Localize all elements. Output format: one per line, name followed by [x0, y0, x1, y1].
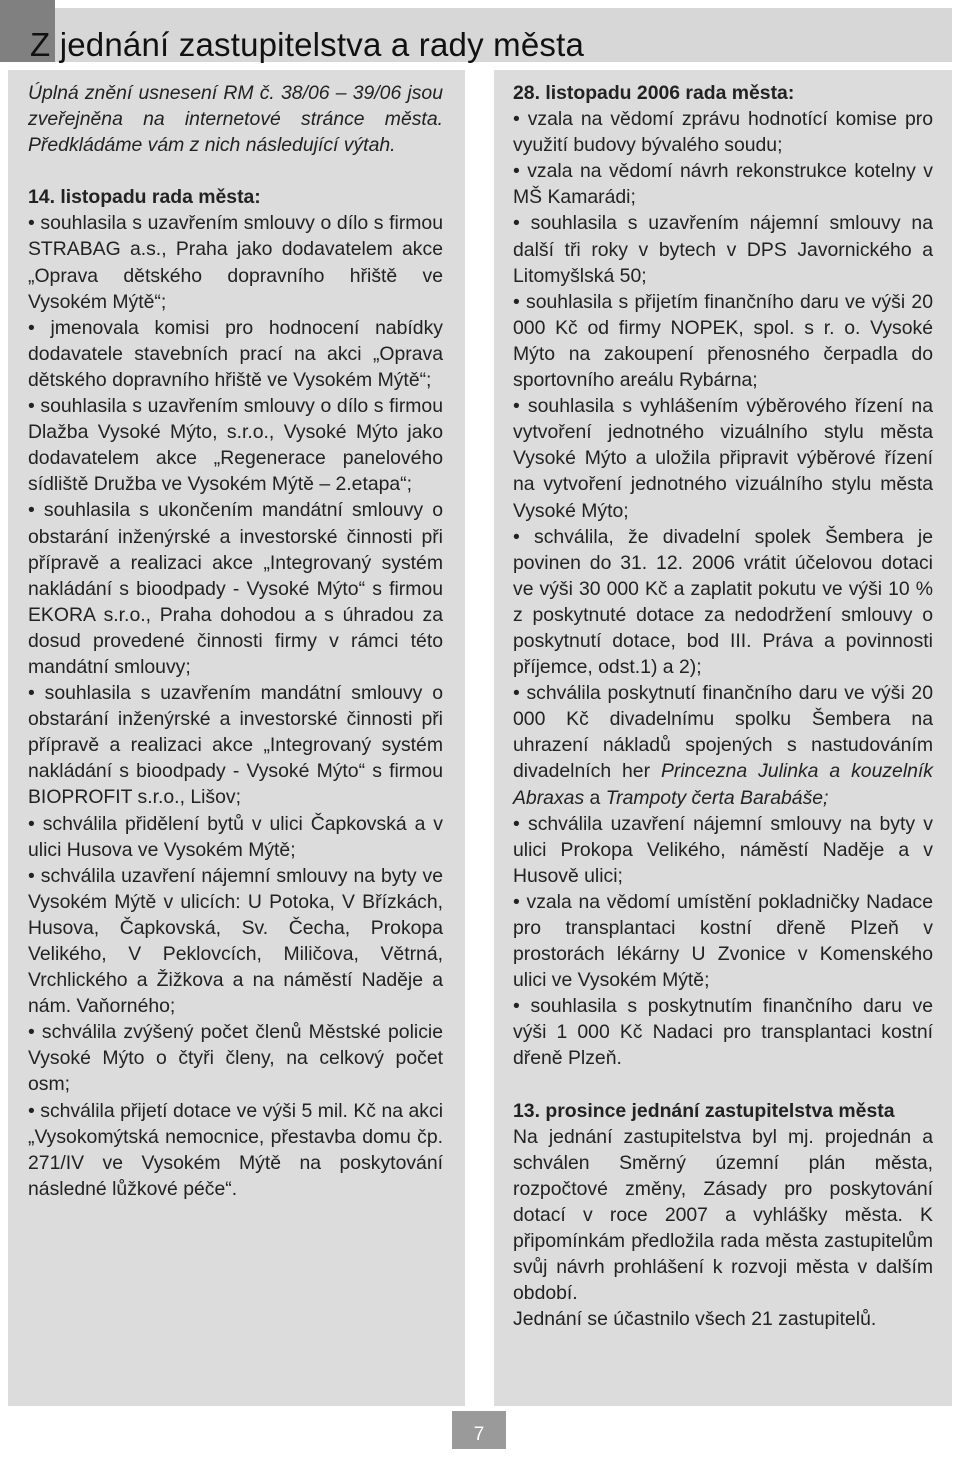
play-title: Trampoty čerta Barabáše;: [605, 786, 829, 809]
right-column: [494, 70, 952, 1406]
list-item: • jmenovala komisi pro hodnocení nabídky dodavatele stavebních prací na akci „Oprava dětského dopravního hřiště ve Vysokém Mýtě“;: [28, 316, 443, 391]
list-item: • souhlasila s přijetím finančního daru ve výši 20 000 Kč od firmy NOPEK, spol. s r. o. Vysoké Mýto na zakoupení přenosného čerpadla do sportovního areálu Rybárna;: [513, 290, 933, 392]
list-item: • vzala na vědomí návrh rekonstrukce kotelny v MŠ Kamarádi;: [513, 160, 933, 209]
list-item: • vzala na vědomí umístění pokladničky Nadace pro transplantaci kostní dřeně Plzeň v prostorách lékárny U Zvonice v Komenského ulici ve Vysokém Mýtě;: [513, 890, 933, 992]
list-item: • souhlasila s poskytnutím finančního daru ve výši 1 000 Kč Nadaci pro transplantaci kostní dřeně Plzeň.: [513, 995, 933, 1070]
intro-paragraph: Úplná znění usnesení RM č. 38/06 – 39/06 jsou zveřejněna na internetové stránce města. Předkládáme vám z nich následující výtah.: [28, 82, 443, 157]
section-heading-nov14: 14. listopadu rada města:: [28, 186, 261, 209]
council-paragraph: Jednání se účastnilo všech 21 zastupitelů.: [513, 1308, 877, 1331]
page-title: Z jednání zastupitelstva a rady města: [30, 26, 585, 63]
list-item: • souhlasila s uzavřením smlouvy o dílo s firmou Dlažba Vysoké Mýto, s.r.o., Vysoké Mýto jako dodavatelem akce „Regenerace panelového sídliště Družba ve Vysokém Mýtě – 2.etapa“;: [28, 395, 443, 496]
list-item: • souhlasila s uzavřením smlouvy o dílo s firmou STRABAG a.s., Praha jako dodavatelem akce „Oprava dětského dopravního hřiště ve Vysokém Mýtě“;: [28, 212, 443, 313]
list-item: • schválila přijetí dotace ve výši 5 mil. Kč na akci „Vysokomýtská nemocnice, přestavba domu čp. 271/IV ve Vysokém Mýtě na poskytování následné lůžkové péče“.: [28, 1099, 443, 1200]
list-item-text: • schválila poskytnutí finančního daru ve výši 20 000 Kč divadelnímu spolku Šembera na uhrazení nákladů spojených s nastudováním divadelních her: [513, 682, 933, 783]
list-item: • schválila přidělení bytů v ulici Čapkovská a v ulici Husova ve Vysokém Mýtě;: [28, 812, 443, 861]
list-item: • souhlasila s uzavřením mandátní smlouvy o obstarání inženýrské a investorské činnosti při přípravě a realizaci akce „Integrovaný systém nakládání s bioodpady - Vysoké Mýto“ s firmou BIOPROFIT s.r.o., Lišov;: [28, 682, 443, 809]
list-item: • schválila zvýšený počet členů Městské policie Vysoké Mýto o čtyři členy, na celkový počet osm;: [28, 1021, 443, 1096]
left-column: [8, 70, 465, 1406]
list-item: • souhlasila s uzavřením nájemní smlouvy na další tři roky v bytech v DPS Javornického a Litomyšlská 50;: [513, 212, 933, 287]
list-item: • schválila uzavření nájemní smlouvy na byty ve Vysokém Mýtě v ulicích: U Potoka, V Břízkách, Husova, Čapkovská, Sv. Čecha, Prokopa Velikého, V Peklovcích, Miličova, Větrná, Vrchlického a Žižkova a na náměstí Naděje a nám. Vaňorného;: [28, 864, 443, 1018]
list-item-joiner: a: [584, 786, 606, 809]
section-heading-dec13: 13. prosince jednání zastupitelstva města: [513, 1099, 895, 1122]
council-paragraph: Na jednání zastupitelstva byl mj. projednán a schválen Směrný územní plán města, rozpočtové změny, Zásady pro poskytování dotací v roce 2007 a vyhlášky města. K připomínkám předložila rada města zastupitelům svůj návrh prohlášení k rozvoji města v dalším období.: [513, 1125, 933, 1305]
section-heading-nov28: 28. listopadu 2006 rada města:: [513, 82, 795, 104]
list-item: • schválila uzavření nájemní smlouvy na byty v ulici Prokopa Velikého, náměstí Naděje a v Husově ulici;: [513, 812, 933, 887]
list-item: • schválila, že divadelní spolek Šembera je povinen do 31. 12. 2006 vrátit účelovou dotaci ve výši 30 000 Kč a zaplatit pokutu ve výši 10 % z poskytnuté dotace za nedodržení smlouvy o poskytnutí dotace, bod III. Práva a povinnosti příjemce, odst.1) a 2);: [513, 525, 933, 679]
list-item: • vzala na vědomí zprávu hodnotící komise pro využití budovy bývalého soudu;: [513, 108, 933, 157]
page-number: 7: [452, 1411, 506, 1449]
list-item: • souhlasila s ukončením mandátní smlouvy o obstarání inženýrské a investorské činnosti při přípravě a realizaci akce „Integrovaný systém nakládání s bioodpady - Vysoké Mýto“ s firmou EKORA s.r.o., Praha dohodou a s úhradou za dosud provedené činnosti firmy v rámci této mandátní smlouvy;: [28, 499, 443, 678]
list-item: • souhlasila s vyhlášením výběrového řízení na vytvoření jednotného vizuálního stylu města Vysoké Mýto a uložila připravit výběrové řízení na vytvoření jednotného vizuálního stylu města Vysoké Mýto;: [513, 395, 933, 522]
list-item: [513, 680, 933, 810]
play-title: Princezna Julinka a kouzelník Abraxas: [513, 760, 934, 809]
